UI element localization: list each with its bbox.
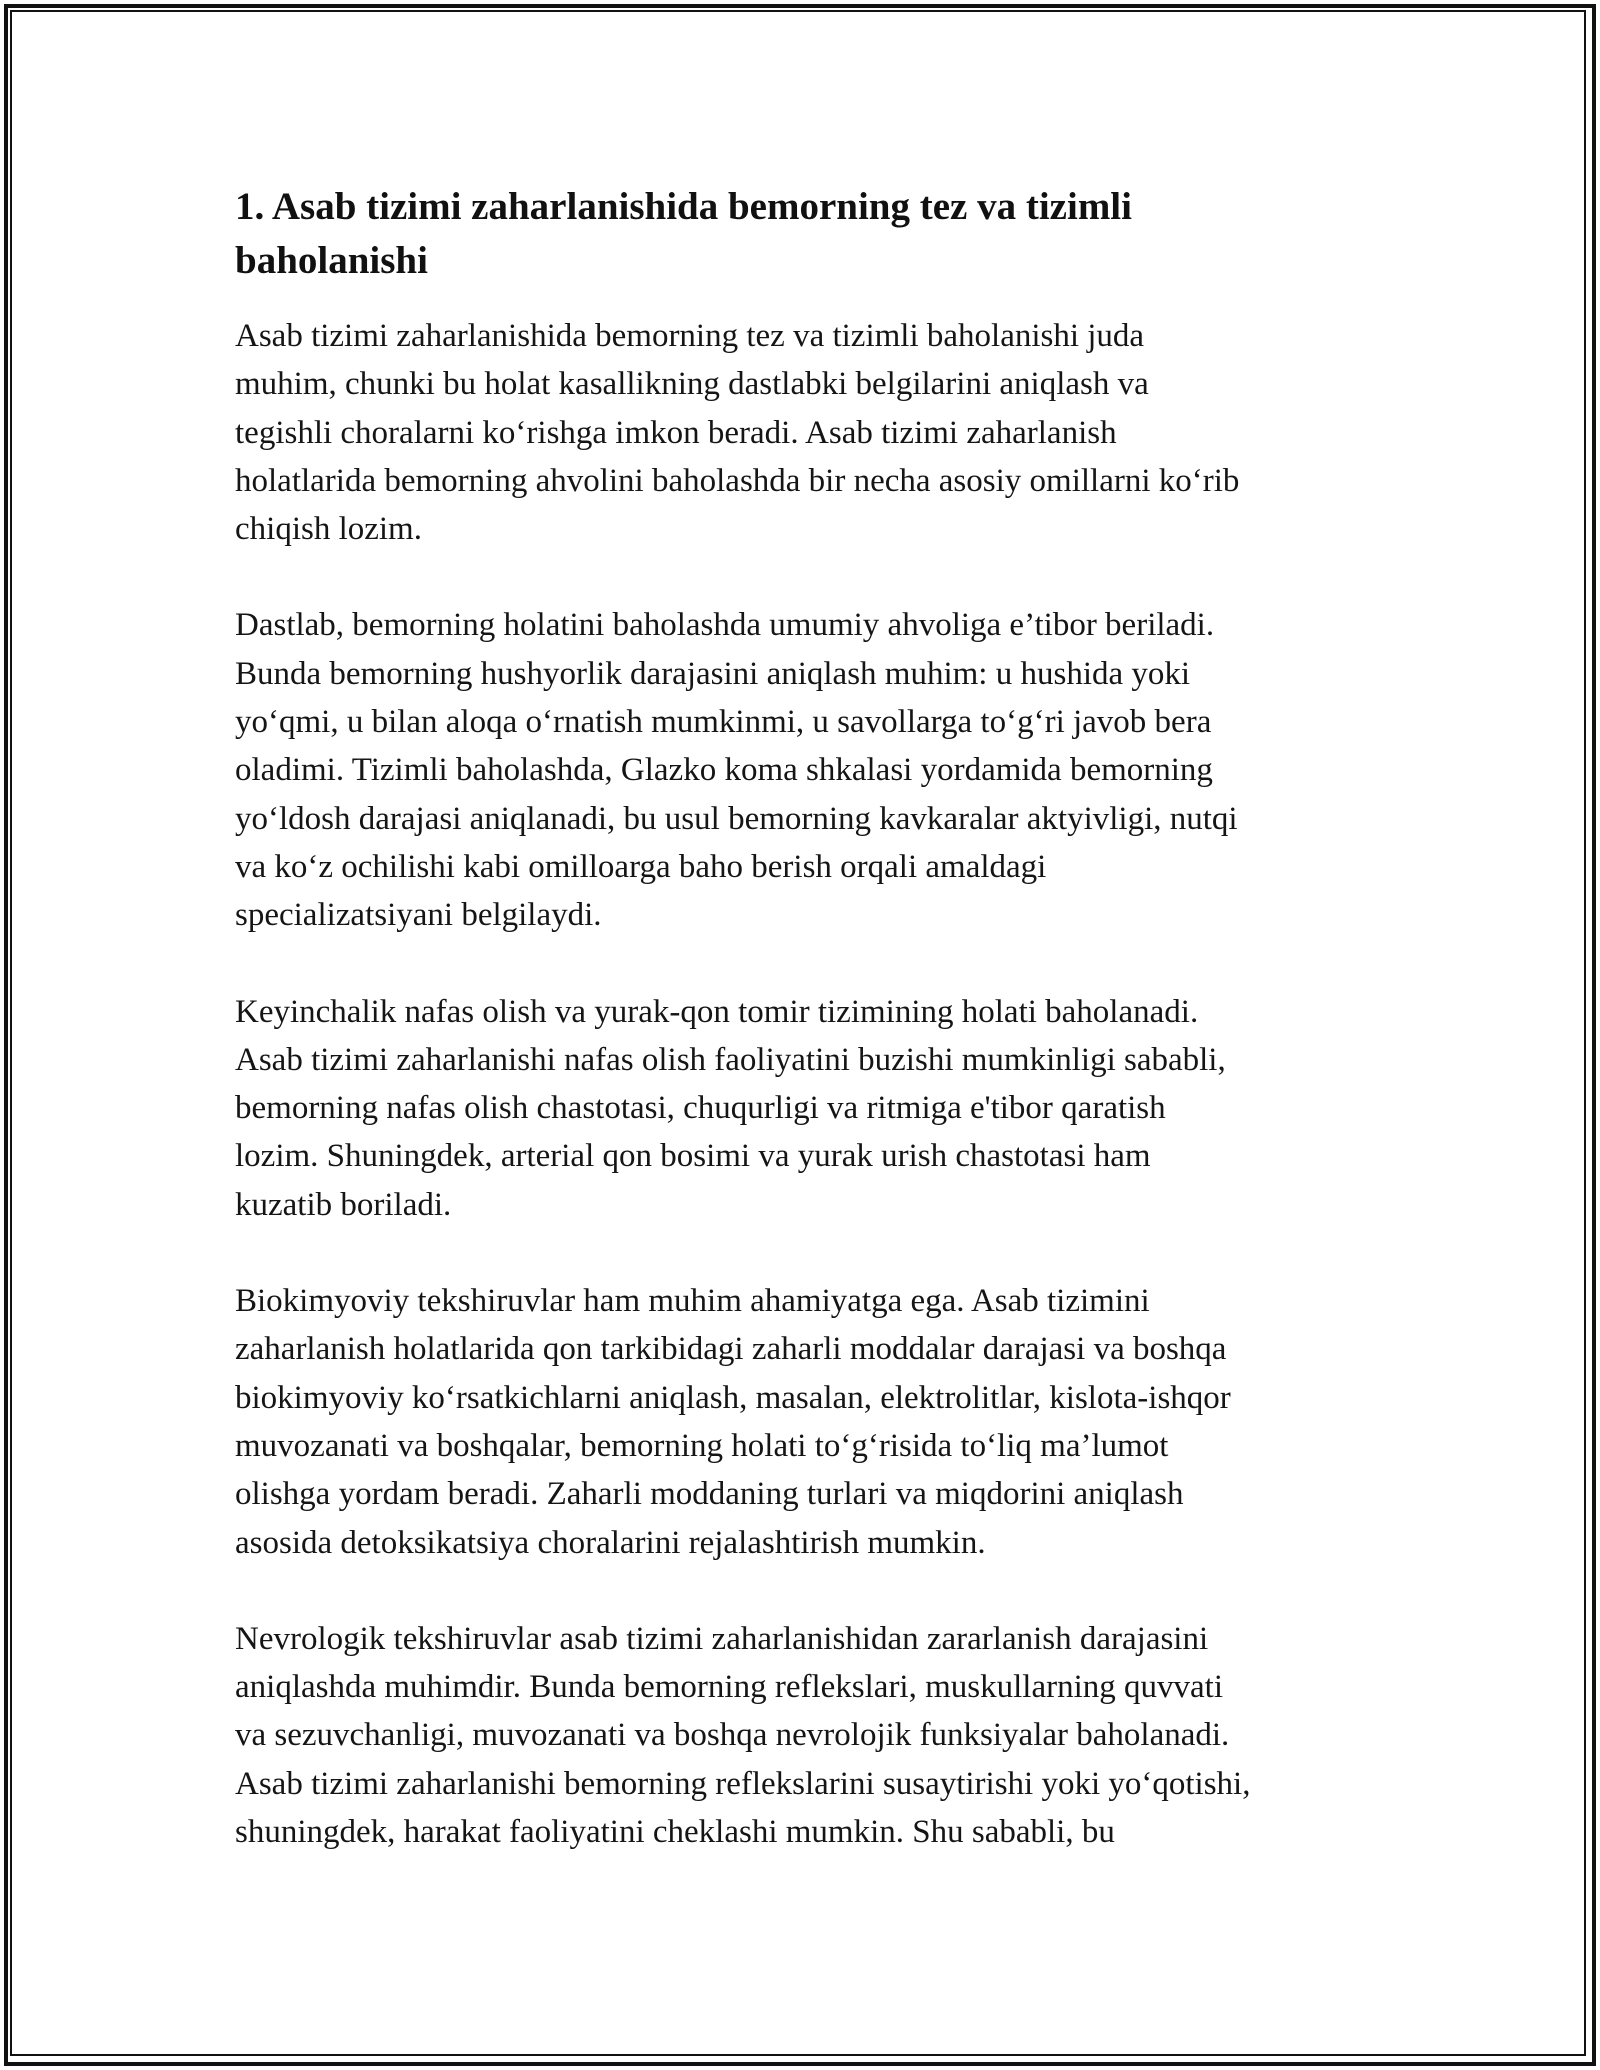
- paragraph-spacing: [235, 940, 1385, 988]
- paragraph-spacing: [235, 553, 1385, 601]
- paragraph-respiratory-cardiovascular: Keyinchalik nafas olish va yurak-qon tomir tizimining holati baholanadi. Asab tizimi zaharlanishi nafas olish faoliyatini buzishi mumkinligi sababli, bemorning nafas olish chastotasi, chuqurligi va ritmiga e'tibor qaratish lozim. Shuningdek, arterial qon bosimi va yurak urish chastotasi ham kuzatib boriladi.: [235, 993, 1226, 1223]
- title-spacing: [235, 288, 1385, 312]
- paragraph-neurological-tests: Nevrologik tekshiruvlar asab tizimi zaharlanishidan zararlanish darajasini aniqlashda muhimdir. Bunda bemorning reflekslari, muskullarning quvvati va sezuvchanligi, muvozanati va boshqa nevrolojik funksiyalar baholanadi. Asab tizimi zaharlanishi bemorning reflekslarini susaytirishi yoki yo‘qotishi, shuningdek, harakat faoliyatini cheklashi mumkin. Shu sababli, bu: [235, 1620, 1251, 1851]
- document-body: [235, 180, 1385, 1856]
- paragraph-spacing: [235, 1567, 1385, 1615]
- paragraph-intro: Asab tizimi zaharlanishida bemorning tez va tizimli baholanishi juda muhim, chunki bu holat kasallikning dastlabki belgilarini aniqlash va tegishli choralarni ko‘rishga imkon beradi. Asab tizimi zaharlanish holatlarida bemorning ahvolini baholashda bir necha asosiy omillarni ko‘rib chiqish lozim.: [235, 318, 1240, 548]
- paragraph-spacing: [235, 1229, 1385, 1277]
- paragraph-general-condition: Dastlab, bemorning holatini baholashda umumiy ahvoliga e’tibor beriladi. Bunda bemorning hushyorlik darajasini aniqlash muhim: u hushida yoki yo‘qmi, u bilan aloqa o‘rnatish mumkinmi, u savollarga to‘g‘ri javob bera oladimi. Tizimli baholashda, Glazko koma shkalasi yordamida bemorning yo‘ldosh darajasi aniqlanadi, bu usul bemorning kavkaralar aktyivligi, nutqi va ko‘z ochilishi kabi omilloarga baho berish orqali amaldagi specializatsiyani belgilaydi.: [235, 607, 1238, 934]
- page-title: 1. Asab tizimi zaharlanishida bemorning tez va tizimli baholanishi: [235, 185, 1132, 282]
- paragraph-biochemical-tests: Biokimyoviy tekshiruvlar ham muhim ahamiyatga ega. Asab tizimini zaharlanish holatlarida qon tarkibidagi zaharli moddalar darajasi va boshqa biokimyoviy ko‘rsatkichlarni aniqlash, masalan, elektrolitlar, kislota-ishqor muvozanati va boshqalar, bemorning holati to‘g‘risida to‘liq ma’lumot olishga yordam beradi. Zaharli moddaning turlari va miqdorini aniqlash asosida detoksikatsiya choralarini rejalashtirish mumkin.: [235, 1283, 1231, 1561]
